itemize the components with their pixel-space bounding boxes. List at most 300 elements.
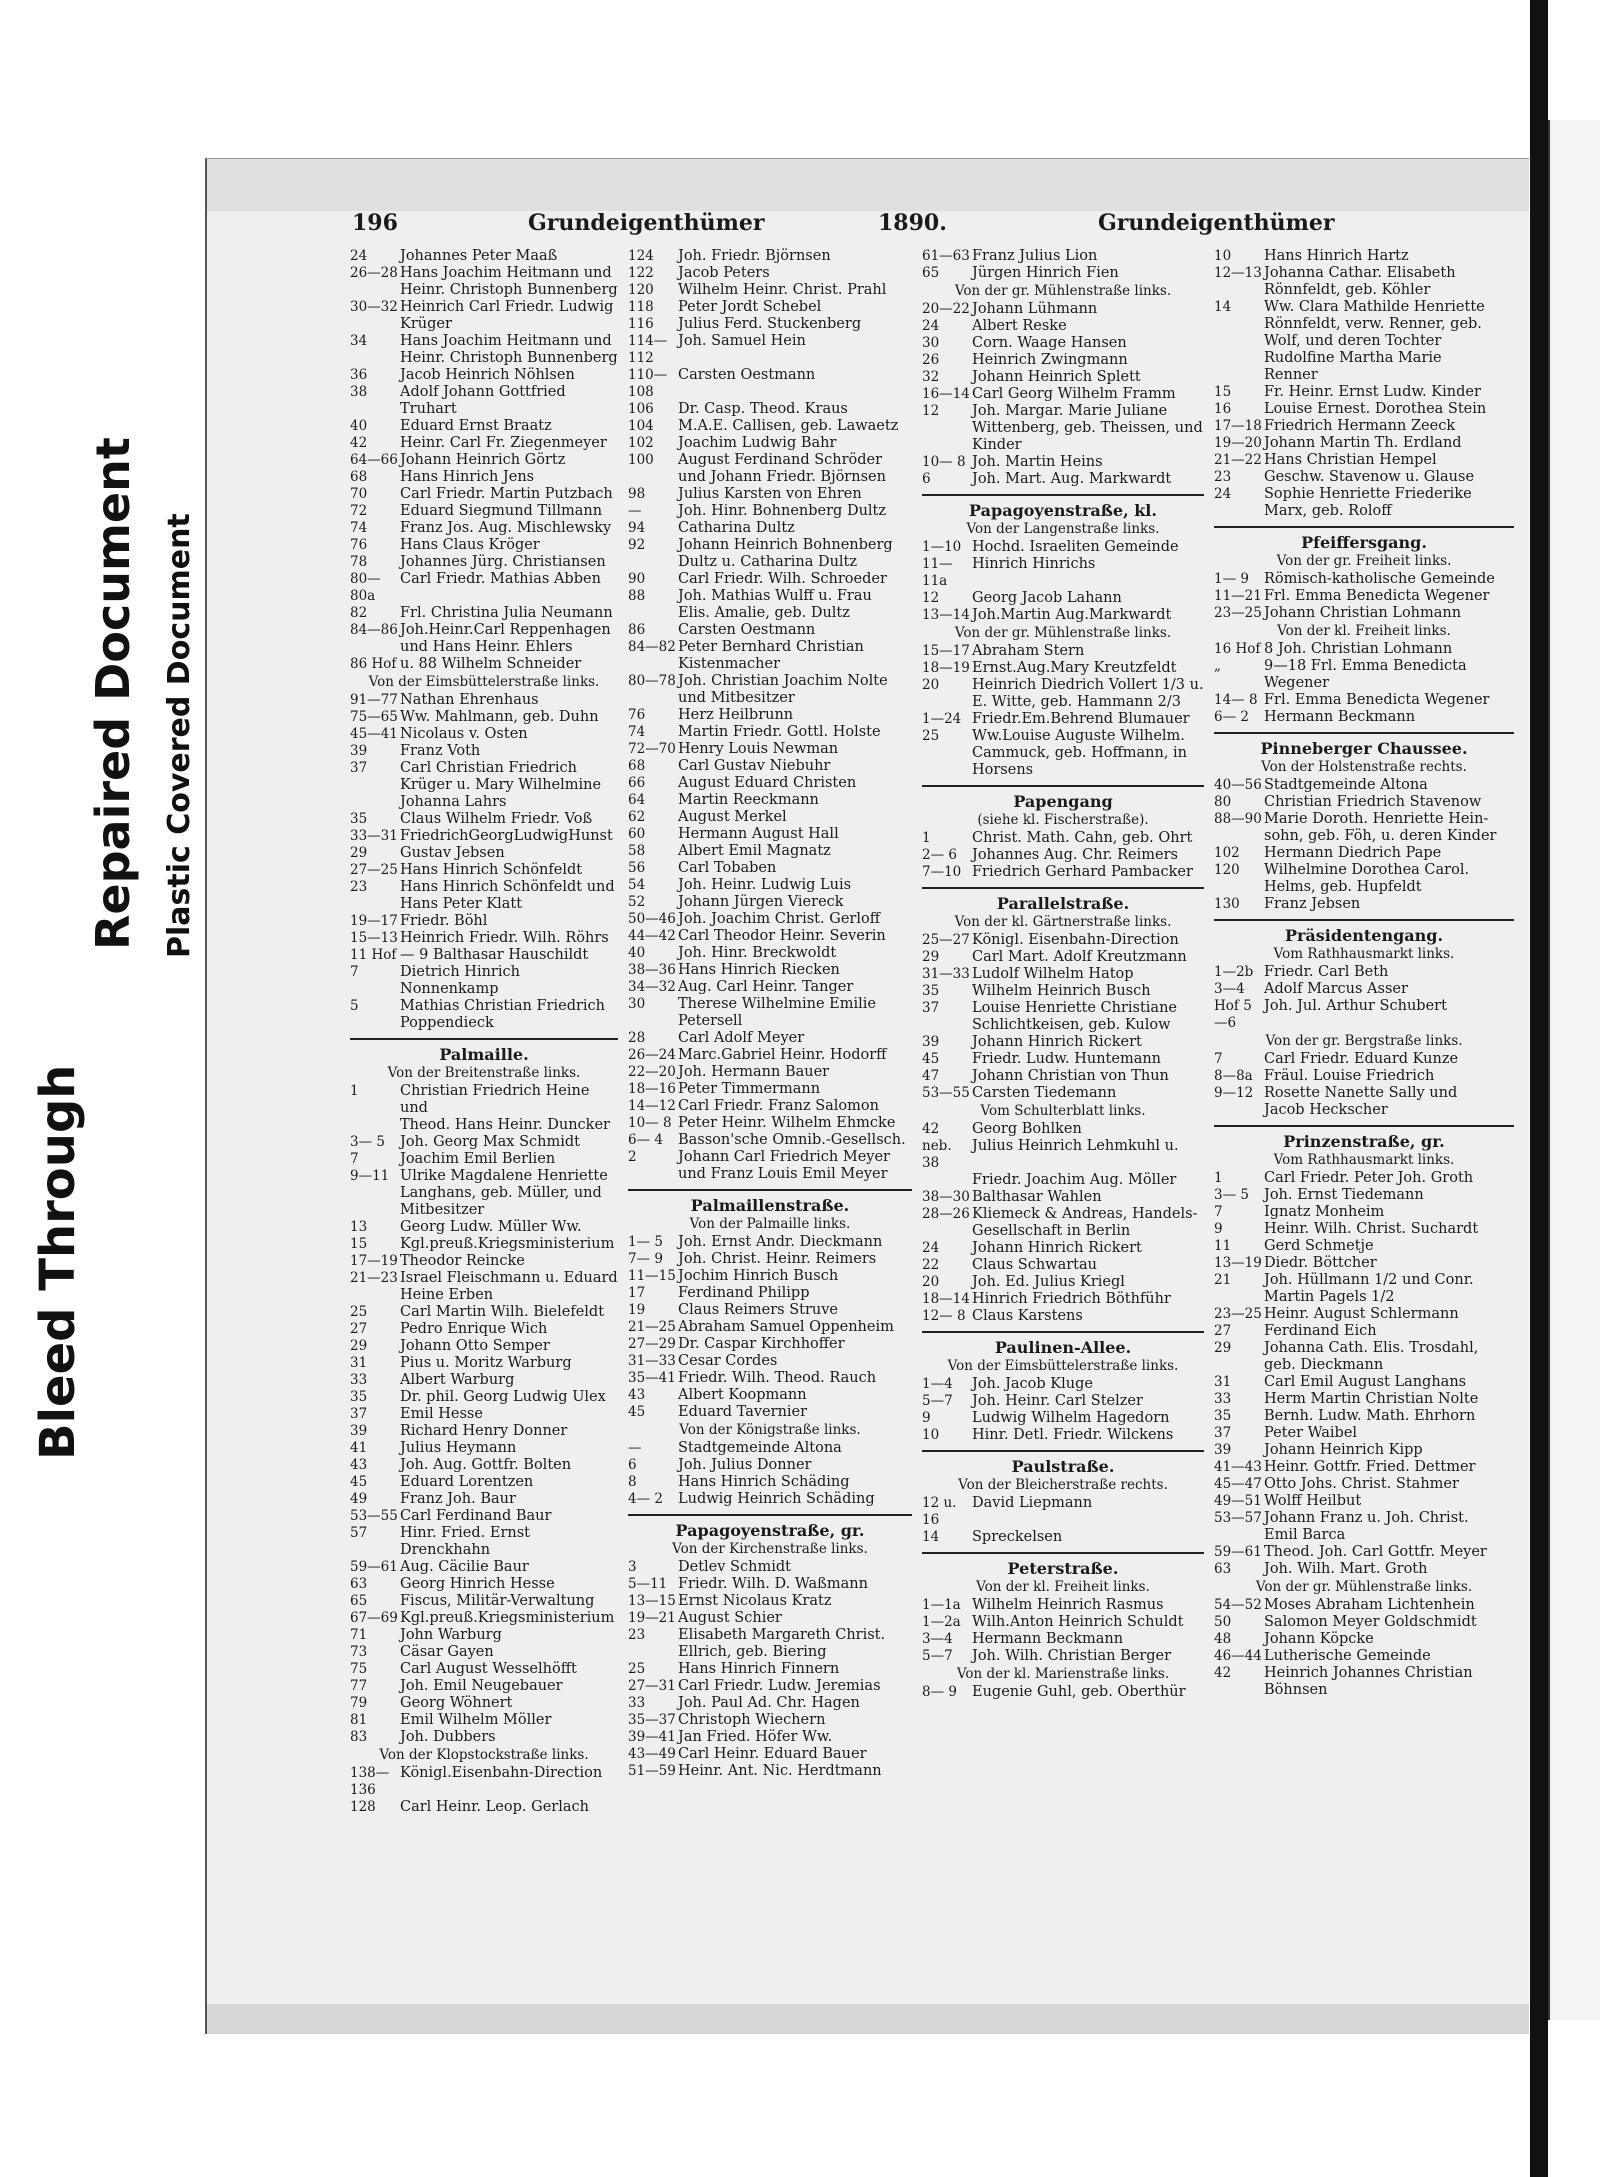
owner-entry [922,318,1204,335]
owner-name: Georg Jacob Lahann [972,590,1122,606]
owner-name: Hans Hinrich Jens [400,469,535,485]
house-number: 7 [350,1151,359,1167]
house-number: — [628,1440,642,1456]
house-number: 18—16 [628,1081,676,1097]
owner-name: Joachim Ludwig Bahr [678,435,837,451]
owner-entry [350,1695,618,1712]
owner-name: Adolf Marcus Asser [1264,981,1408,997]
owner-entry [628,1064,912,1081]
owner-name: Gerd Schmetje [1264,1238,1374,1254]
house-number: 39 [350,743,368,759]
house-number: 48 [1214,1631,1232,1647]
owner-name: Cesar Cordes [678,1353,778,1369]
owner-entry [350,845,618,862]
owner-name: Wittenberg, geb. Theissen, und [972,420,1203,436]
owner-name: Claus Wilhelm Friedr. Voß [400,811,593,827]
street-heading: Präsidentengang. [1214,919,1514,945]
house-number: 31—33 [628,1353,676,1369]
owner-name: Johann Carl Friedrich Meyer [678,1149,890,1165]
owner-entry [922,966,1204,983]
owner-entry [350,571,618,605]
owner-name: Joh. Heinr. Carl Stelzer [972,1393,1143,1409]
owner-name: Carsten Oestmann [678,622,816,638]
owner-name: Joh. Margar. Marie Juliane [972,403,1168,419]
house-number: 82 [350,605,368,621]
owner-name: Abraham Stern [972,643,1085,659]
house-number: 79 [350,1695,368,1711]
house-number [1214,879,1264,896]
house-number: 21—25 [628,1319,676,1335]
house-number: 12— 8 [922,1308,966,1324]
house-number: 28 [628,1030,646,1046]
owner-entry [1214,794,1514,811]
street-direction: (siehe kl. Fischerstraße). [977,812,1149,828]
house-number: 5 [350,998,359,1014]
house-number: 38—36 [628,962,676,978]
owner-name: Johannes Jürg. Christiansen [400,554,606,570]
owner-entry [1214,811,1514,828]
owner-name: Wilh.Anton Heinrich Schuldt [972,1614,1184,1630]
owner-name: Gesellschaft in Berlin [972,1223,1131,1239]
owner-entry [628,554,912,571]
house-number: 30 [922,335,940,351]
owner-name: Carl Tobaben [678,860,777,876]
house-number: 94 [628,520,646,536]
house-number: 35—37 [628,1712,676,1728]
owner-entry [1214,1597,1514,1614]
owner-entry [1214,1476,1514,1493]
owner-entry [628,1166,912,1183]
house-number: 78 [350,554,368,570]
owner-name: Dr. Caspar Kirchhoffer [678,1336,845,1352]
owner-name: Claus Karstens [972,1308,1083,1324]
house-number: 3— 5 [350,1134,385,1150]
owner-entry [350,1236,618,1253]
owner-entry [1214,1340,1514,1357]
owner-entry [1214,879,1514,896]
house-number: 13—19 [1214,1255,1262,1271]
owner-entry [922,1085,1204,1102]
owner-entry [1214,1255,1514,1272]
owner-name: Joh. Dubbers [400,1729,496,1745]
owner-entry [922,1051,1204,1068]
owner-entry [350,452,618,469]
owner-name: Elisabeth Margareth Christ. [678,1627,886,1643]
owner-name: Carl Emil August Langhans [1264,1374,1467,1390]
owner-entry [350,1593,618,1610]
owner-name: Johann Lühmann [972,301,1098,317]
owner-name: Joh. Emil Neugebauer [400,1678,563,1694]
owner-entry [922,745,1204,762]
house-number [628,1644,678,1661]
owner-entry [922,1529,1204,1546]
owner-entry [1214,605,1514,622]
owner-entry [922,590,1204,607]
page-bottom-shadow [207,2004,1529,2034]
owner-name: Hans Hinrich Schönfeldt und [400,879,615,895]
house-number: 3—4 [1214,981,1245,997]
owner-entry [350,964,618,998]
owner-name: Johann Christian von Thun [972,1068,1169,1084]
owner-entry [628,775,912,792]
owner-entry [922,1240,1204,1257]
house-number: 9 [1214,1221,1223,1237]
owner-name: Martin Friedr. Gottl. Holste [678,724,881,740]
owner-entry [628,656,912,673]
house-number [1214,1102,1264,1119]
house-number: 3 [628,1559,637,1575]
owner-entry [922,369,1204,386]
owner-entry [628,809,912,826]
owner-entry [922,1121,1204,1138]
house-number: 27—25 [350,862,398,878]
owner-entry [1214,469,1514,486]
owner-name: Johann Martin Th. Erdland [1264,435,1462,451]
house-number [922,1172,972,1189]
house-number: 11—21 [1214,588,1262,604]
house-number: 45 [922,1051,940,1067]
house-number: 37 [1214,1425,1232,1441]
owner-entry [628,996,912,1013]
owner-name: Schlichtkeisen, geb. Kulow [972,1017,1171,1033]
house-number: 35 [350,811,368,827]
house-number: 24 [922,1240,940,1256]
owner-entry [628,1559,912,1576]
owner-name: Hans Claus Kröger [400,537,540,553]
owner-entry [1214,1289,1514,1306]
owner-entry [922,643,1204,660]
house-number: 2 [628,1149,637,1165]
owner-name: Wegener [1264,675,1330,691]
owner-entry [628,1268,912,1285]
house-number: 10 [922,1427,940,1443]
house-number: 11—11a [922,556,953,589]
owner-entry [350,1321,618,1338]
owner-entry [628,486,912,503]
house-number: 50 [1214,1614,1232,1630]
owner-name: August Schier [678,1610,782,1626]
house-number: 98 [628,486,646,502]
owner-name: Friedr. Böhl [400,913,488,929]
owner-entry [628,1457,912,1474]
owner-name: Hinr. Fried. Ernst Drenckhahn [400,1525,531,1558]
house-number: 7 [1214,1051,1223,1067]
house-number: 7 [350,964,359,980]
street-direction: Von der Breitenstraße links. [387,1065,581,1081]
owner-entry [1214,1561,1514,1578]
owner-name: Eduard Tavernier [678,1404,808,1420]
house-number: 53—55 [350,1508,398,1524]
owner-name: Königl.Eisenbahn-Direction [400,1765,603,1781]
owner-entry [628,1030,912,1047]
house-number: 1 [350,1083,359,1099]
house-number: 41—43 [1214,1459,1262,1475]
street-heading: Paulstraße. [922,1450,1204,1476]
owner-entry [628,639,912,656]
house-number: 1— 9 [1214,571,1249,587]
owner-entry [350,1440,618,1457]
owner-name: Geschw. Stavenow u. Glause [1264,469,1475,485]
owner-name: Fr. Heinr. Ernst Ludw. Kinder [1264,384,1481,400]
owner-name: Claus Reimers Struve [678,1302,839,1318]
owner-name: Jürgen Hinrich Fien [972,265,1119,281]
house-number: 61—63 [922,248,970,264]
owner-name: Diedr. Böttcher [1264,1255,1377,1271]
house-number: 18—19 [922,660,970,676]
house-number: 65 [922,265,940,281]
house-number: 27—31 [628,1678,676,1694]
owner-entry [628,1491,912,1508]
street-heading: Papengang [922,785,1204,811]
house-number: 1—2a [922,1614,961,1630]
house-number [1214,367,1264,384]
house-number: 15 [350,1236,368,1252]
owner-entry [628,1370,912,1387]
owner-entry [1214,845,1514,862]
next-page-edge [1548,120,1600,2020]
house-number: 90 [628,571,646,587]
owner-name: Carsten Tiedemann [972,1085,1117,1101]
owner-entry [922,1000,1204,1017]
house-number: 73 [350,1644,368,1660]
owner-name: Carl Friedr. Wilh. Schroeder [678,571,887,587]
owner-entry [350,947,618,964]
owner-entry [628,1115,912,1132]
owner-name: Therese Wilhelmine Emilie [678,996,876,1012]
owner-name: Georg Ludw. Müller Ww. [400,1219,582,1235]
owner-name: Cammuck, geb. Hoffmann, in [972,745,1188,761]
owner-entry [1214,1068,1514,1085]
owner-entry [1214,350,1514,367]
house-number: Hof 5—6 [1214,998,1252,1031]
house-number [1214,828,1264,845]
owner-name: Johann Hinrich Rickert [972,1240,1142,1256]
street-heading: Peterstraße. [922,1552,1204,1578]
owner-name: Hinrich Hinrichs [972,556,1096,572]
owner-entry [1214,571,1514,588]
owner-entry [350,760,618,777]
house-number: 12—13 [1214,265,1262,281]
street-direction: Von der Palmaille links. [689,1216,851,1232]
house-number: 38—30 [922,1189,970,1205]
house-number: 66 [628,775,646,791]
owner-name: Joh. Friedr. Björnsen [678,248,831,264]
column-3 [922,248,1204,1701]
owner-name: Corn. Waage Hansen [972,335,1127,351]
house-number: 15—17 [922,643,970,659]
house-number: 14—12 [628,1098,676,1114]
owner-entry [628,1353,912,1370]
house-number: 20—22 [922,301,970,317]
house-number: 24 [350,248,368,264]
column-4 [1214,248,1514,1699]
house-number: 12 [922,590,940,606]
house-number: 6 [922,471,931,487]
house-number: 16 [1214,401,1232,417]
house-number: 23 [1214,469,1232,485]
house-number: 8— 9 [922,1684,957,1700]
house-number: 77 [350,1678,368,1694]
owner-entry [628,418,912,435]
house-number: 84—86 [350,622,398,638]
owner-name: Theod. Joh. Carl Gottfr. Meyer [1264,1544,1487,1560]
owner-name: Joh. Julius Donner [678,1457,812,1473]
owner-entry [1214,1631,1514,1648]
house-number: 80—78 [628,673,676,689]
owner-name: Gustav Jebsen [400,845,505,861]
owner-entry [1214,1221,1514,1238]
owner-name: Aug. Carl Heinr. Tanger [678,979,854,995]
owner-name: Lutherische Gemeinde [1264,1648,1431,1664]
owner-name: Joh. Heinr. Ludwig Luis [678,877,852,893]
owner-name: Carl Mart. Adolf Kreutzmann [972,949,1187,965]
owner-entry [350,520,618,537]
owner-name: Johannes Peter Maaß [400,248,558,264]
house-number [350,1117,400,1134]
owner-name: Ww. Mahlmann, geb. Duhn [400,709,599,725]
house-number: 43 [350,1457,368,1473]
house-number: 43—49 [628,1746,676,1762]
owner-entry [350,1712,618,1729]
house-number [1214,282,1264,299]
house-number: 54 [628,877,646,893]
owner-entry [922,1631,1204,1648]
owner-entry [922,607,1204,624]
owner-name: Johann Christian Lohmann [1264,605,1462,621]
owner-name: Pedro Enrique Wich [400,1321,548,1337]
owner-name: Christ. Math. Cahn, geb. Ohrt [972,830,1193,846]
owner-name: Carl Adolf Meyer [678,1030,805,1046]
owner-entry [922,301,1204,318]
owner-entry [922,762,1204,779]
owner-name: Frl. Emma Benedicta Wegener [1264,588,1490,604]
house-number: 72 [350,503,368,519]
owner-name: Bernh. Ludw. Math. Ehrhorn [1264,1408,1476,1424]
owner-entry [922,1376,1204,1393]
owner-entry [922,711,1204,728]
owner-name: Königl. Eisenbahn-Direction [972,932,1179,948]
owner-name: Joh. Christ. Heinr. Reimers [678,1251,877,1267]
owner-name: August Eduard Christen [678,775,857,791]
owner-name: Carl Heinr. Leop. Gerlach [400,1799,589,1815]
owner-entry [628,1678,912,1695]
owner-entry [922,556,1204,590]
owner-name: Wilhelmine Dorothea Carol. [1264,862,1470,878]
house-number: 40—56 [1214,777,1262,793]
house-number: 29 [922,949,940,965]
house-number: 34—32 [628,979,676,995]
owner-name: Elis. Amalie, geb. Dultz [678,605,850,621]
owner-name: August Merkel [678,809,787,825]
house-number: 31 [1214,1374,1232,1390]
owner-name: Emil Barca [1264,1527,1346,1543]
owner-entry [1214,828,1514,845]
owner-entry [628,792,912,809]
owner-entry [1214,1648,1514,1665]
owner-entry [628,537,912,554]
house-number [350,896,400,913]
house-number: 53—57 [1214,1510,1262,1526]
house-number [628,554,678,571]
owner-entry [628,435,912,452]
owner-entry [628,1763,912,1780]
year: 1890. [878,210,947,236]
owner-name: Theod. Hans Heinr. Duncker [400,1117,610,1133]
owner-name: Carl Friedr. Franz Salomon [678,1098,879,1114]
owner-name: Dultz u. Catharina Dultz [678,554,858,570]
owner-entry [1214,981,1514,998]
house-number: 91—77 [350,692,398,708]
owner-entry [628,1712,912,1729]
owner-entry [922,1597,1204,1614]
owner-entry [1214,1527,1514,1544]
owner-entry [922,1427,1204,1444]
house-number: 92 [628,537,646,553]
owner-entry [628,248,912,265]
street-direction: Von der Klopstockstraße links. [379,1747,589,1763]
owner-name: Otto Johs. Christ. Stahmer [1264,1476,1459,1492]
house-number: 32 [922,369,940,385]
owner-name: Joh. Ernst Andr. Dieckmann [678,1234,883,1250]
owner-entry [922,983,1204,1000]
house-number [1214,503,1264,520]
owner-entry [350,1491,618,1508]
owner-name: Johannes Aug. Chr. Reimers [972,847,1178,863]
owner-entry [1214,299,1514,316]
owner-entry [1214,692,1514,709]
house-number [922,694,972,711]
house-number [628,690,678,707]
owner-name: Rudolfine Martha Marie [1264,350,1442,366]
owner-name: Hans Joachim Heitmann und [400,333,612,349]
owner-name: Heinr. Wilh. Christ. Suchardt [1264,1221,1479,1237]
owner-name: Joh. Mathias Wulff u. Frau [678,588,872,604]
owner-name: Johann Jürgen Viereck [678,894,844,910]
house-number: 5—7 [922,1648,953,1664]
owner-name: Louise Henriette Christiane [972,1000,1177,1016]
owner-name: Carl Christian Friedrich [400,760,577,776]
owner-entry [628,741,912,758]
house-number: 63 [1214,1561,1232,1577]
owner-entry [628,1081,912,1098]
street-direction: Von der Eimsbüttelerstraße links. [947,1358,1179,1374]
owner-entry [350,794,618,811]
owner-name: Julius Heinrich Lehmkuhl u. [972,1138,1179,1154]
owner-name: Kgl.preuß.Kriegsministerium [400,1610,615,1626]
house-number: 35 [1214,1408,1232,1424]
owner-name: John Warburg [400,1627,502,1643]
owner-entry [350,1644,618,1661]
street-direction: Von der kl. Freiheit links. [1277,623,1451,639]
owner-entry [1214,1306,1514,1323]
house-number: 74 [628,724,646,740]
owner-entry [350,248,618,265]
house-number: 19 [628,1302,646,1318]
owner-entry [922,949,1204,966]
owner-name: Carl August Wesselhöfft [400,1661,577,1677]
house-number [1214,1289,1264,1306]
street-heading: Parallelstraße. [922,887,1204,913]
house-number: 29 [350,845,368,861]
house-number: 80 [1214,794,1232,810]
street-direction: Von der Königstraße links. [679,1422,861,1438]
owner-entry [1214,452,1514,469]
owner-name: Ww. Clara Mathilde Henriette [1264,299,1485,315]
owner-entry [1214,401,1514,418]
owner-entry [628,843,912,860]
house-number: 30—32 [350,299,398,315]
owner-entry [1214,367,1514,384]
